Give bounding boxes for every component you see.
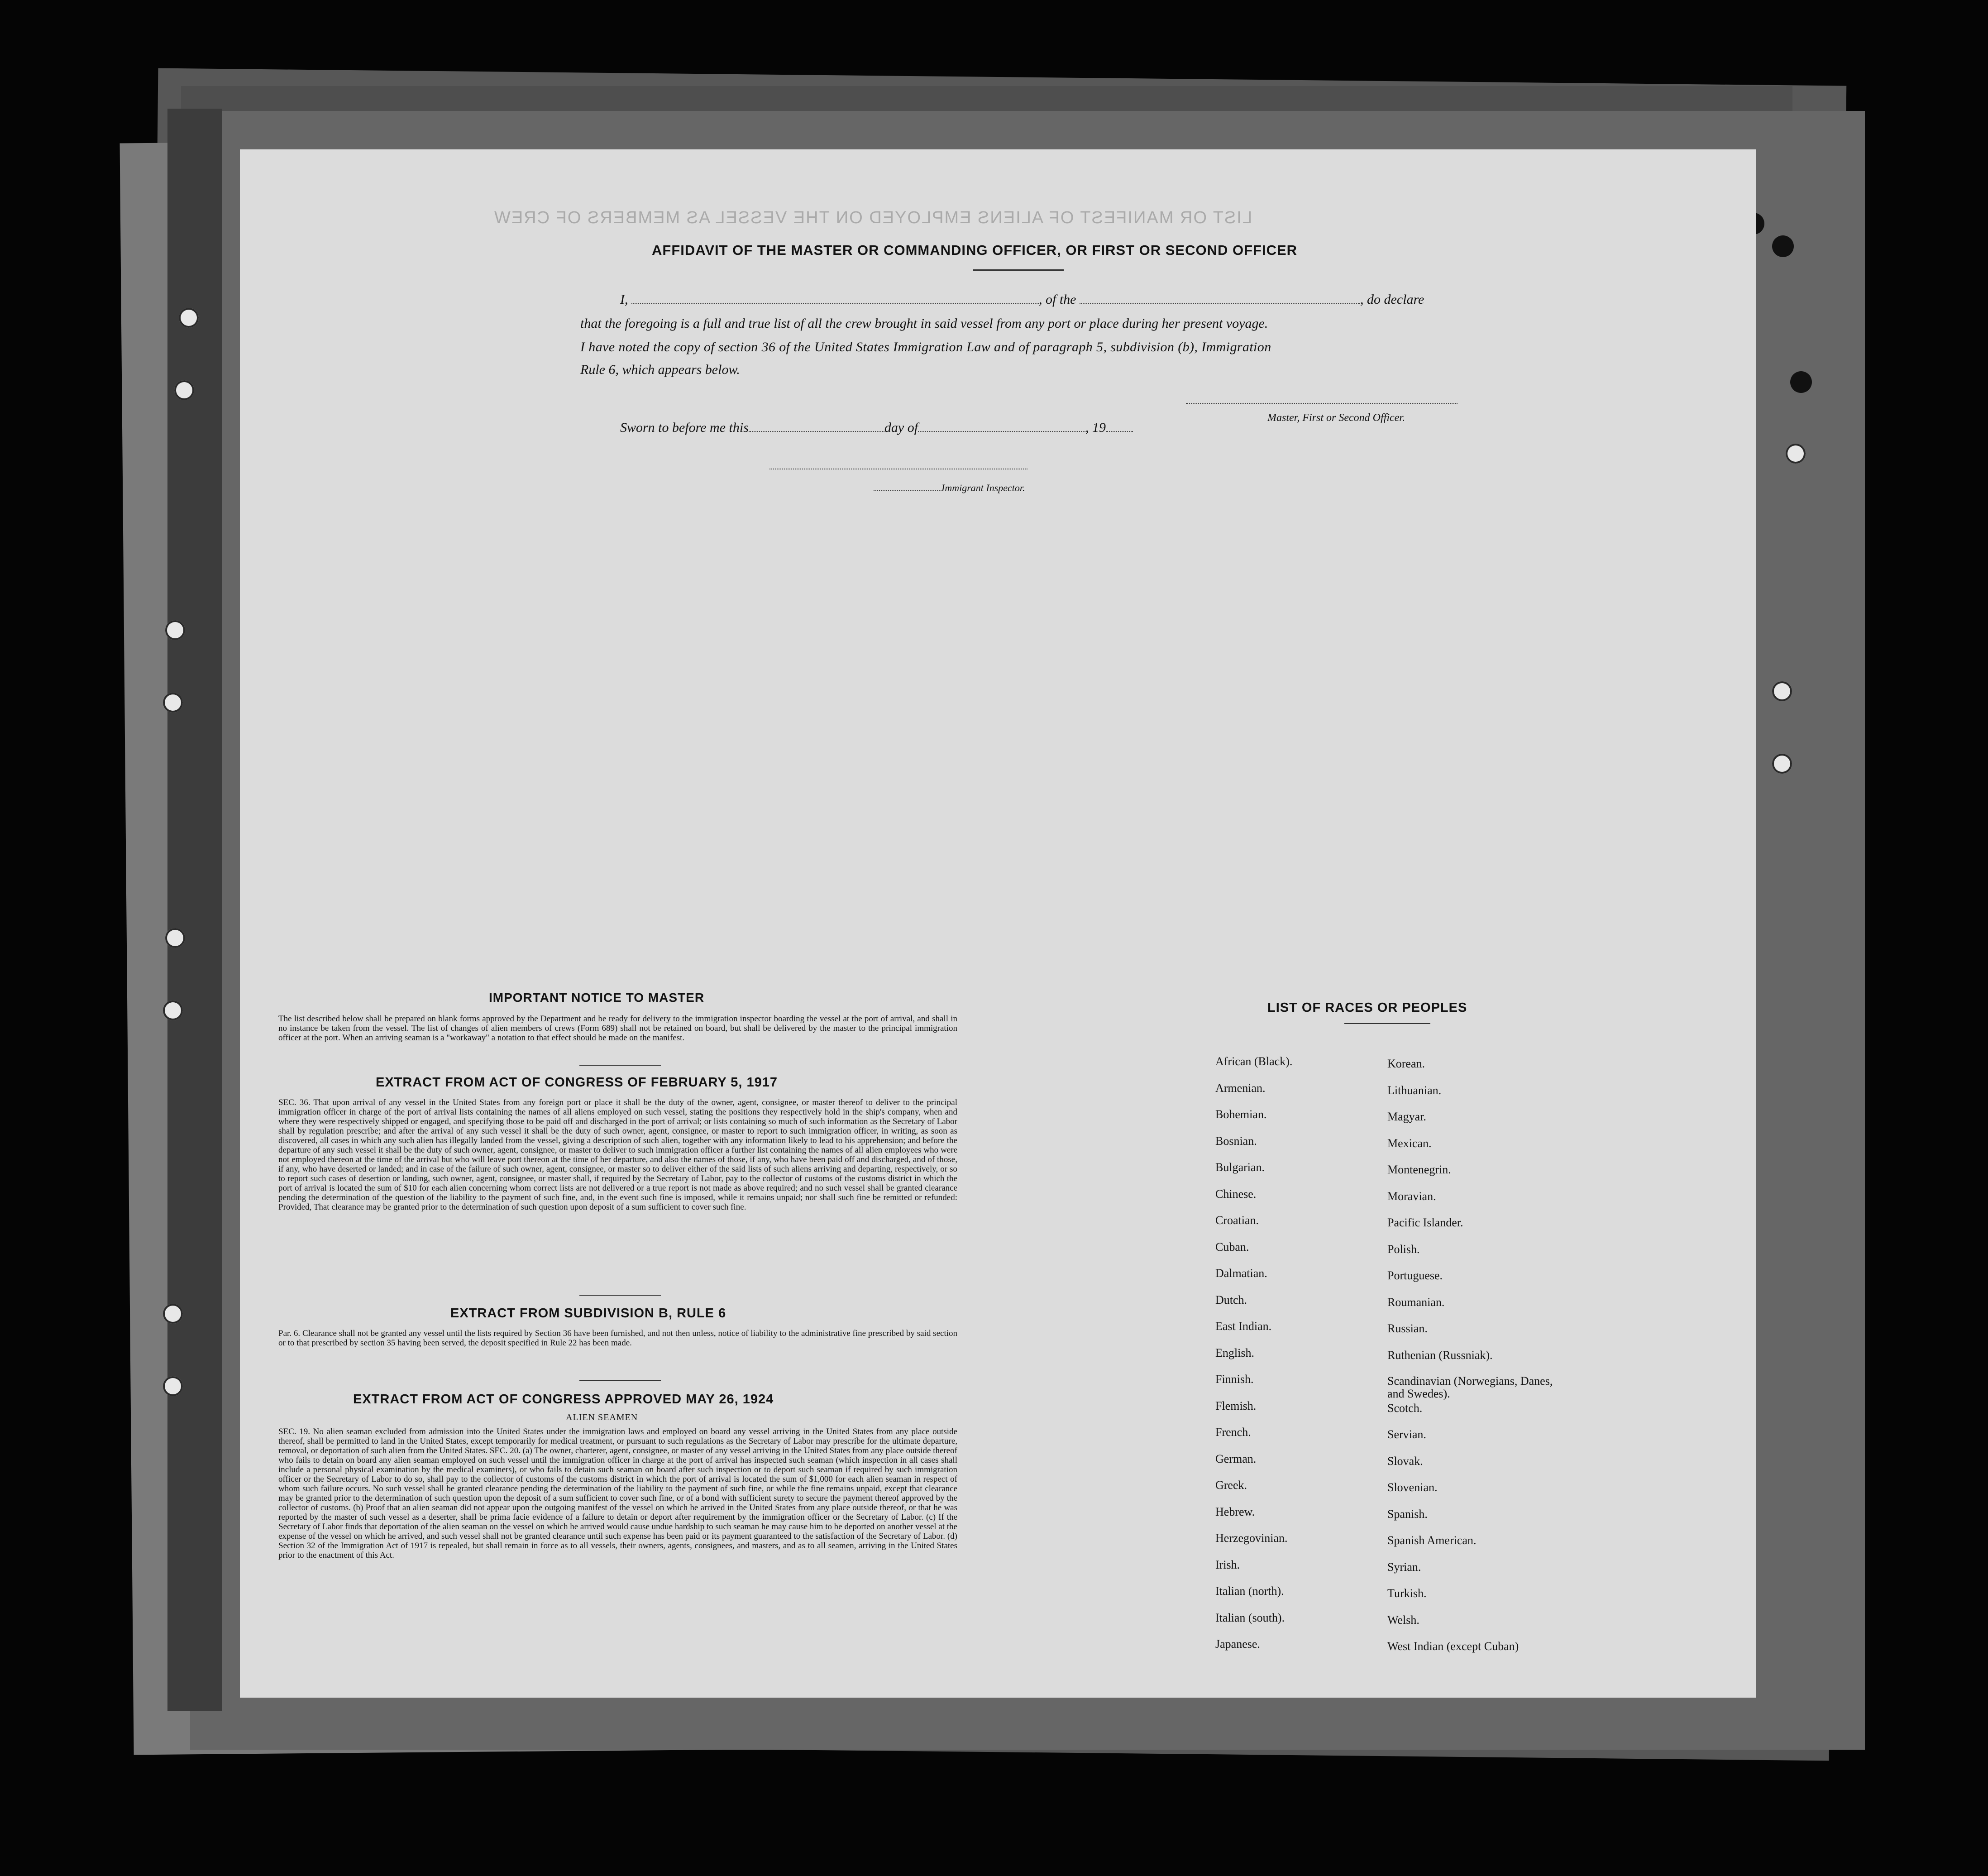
binder-hole	[163, 693, 183, 713]
race-item: Magyar.	[1387, 1110, 1426, 1123]
race-item: Bohemian.	[1215, 1108, 1267, 1121]
form-sheet	[240, 149, 1756, 1698]
binder-hole	[1786, 444, 1806, 464]
extract1924-subtitle: ALIEN SEAMEN	[566, 1412, 638, 1422]
race-item: German.	[1215, 1452, 1257, 1465]
affidavit-line3: I have noted the copy of section 36 of the United States Immigration Law and of paragraph 5, subdivision (b), Immigration	[580, 340, 1271, 354]
sworn-line	[620, 420, 1133, 436]
race-item: Korean.	[1387, 1057, 1425, 1070]
race-item: Hebrew.	[1215, 1505, 1255, 1518]
race-item: English.	[1215, 1346, 1254, 1359]
race-item: Russian.	[1387, 1322, 1428, 1335]
race-item: Welsh.	[1387, 1613, 1419, 1627]
race-item: Spanish American.	[1387, 1534, 1477, 1547]
race-item: Servian.	[1387, 1428, 1426, 1441]
binder-hole	[163, 1000, 183, 1020]
inspector-label-text: Immigrant Inspector.	[941, 482, 1025, 493]
race-item: Polish.	[1387, 1242, 1420, 1256]
binder-hole	[179, 308, 199, 328]
binder-hole	[1772, 235, 1794, 257]
race-item: Finnish.	[1215, 1373, 1254, 1386]
race-item: Lithuanian.	[1387, 1083, 1442, 1097]
extract1924-body: SEC. 19. No alien seaman excluded from admission into the United States under the immigration laws and employed on board any vessel arriving in the United States from any place outside thereof, shall be permitted to land in the United States, except temporarily for medical treatment, or pursuant to such regulations as the Secretary of Labor may prescribe for the ultimate departure, removal, or deportation of such alien from the United States. SEC. 20. (a) The owner, charterer, agent, consignee, or master of any vessel arriving in the United States from any place outside thereof who fails to detain on board any alien seaman employed on such vessel until the immigration officer in charge at the port of arrival has inspected such seaman (which inspection in all cases shall include a personal physical examination by the medical examiners), or who fails to detain such seaman on board after such inspection or to deport such seaman if required by such immigration officer or the Secretary of Labor to do so, shall pay to the collector of customs of the customs district in which the port of arrival is located the sum of $1,000 for each alien seaman in respect of whom such failure occurs. No such vessel shall be granted clearance pending the determination of the liability to the payment of such fine, or while the fine remains unpaid, except that clearance may be granted prior to the determination of such question upon the deposit of a sum sufficient to cover such fine, or of a bond with sufficient surety to secure the payment thereof approved by the collector of customs. (b) Proof that an alien seaman did not appear upon the outgoing manifest of the vessel on which he arrived in the United States from any place outside thereof, or that he was reported by the master of such vessel as a deserter, shall be prima facie evidence of a failure to detain or deport after requirement by the immigration officer or the Secretary of Labor. (c) If the Secretary of Labor finds that deportation of the alien seaman on the vessel on which he arrived would cause undue hardship to such seaman he may cause him to be deported on another vessel at the expense of the vessel on which he arrived, and such vessel shall not be granted clearance until such expense has been paid or its payment guaranteed to the satisfaction of the Secretary of Labor. (d) Section 32 of the Immigration Act of 1917 is repealed, but shall remain in force as to all vessels, their owners, agents, consignees, and masters, and as to all seamen, arriving in the United States prior to the enactment of this Act.	[278, 1427, 957, 1560]
race-item: Ruthenian (Russniak).	[1387, 1348, 1493, 1362]
race-item: Chinese.	[1215, 1187, 1257, 1201]
race-item: Bosnian.	[1215, 1134, 1257, 1148]
races-rule	[1344, 1023, 1430, 1024]
race-item: Scandinavian (Norwegians, Danes, and Swedes).	[1387, 1374, 1553, 1400]
binder-hole	[1790, 371, 1812, 393]
race-item: Mexican.	[1387, 1136, 1432, 1150]
race-item: Spanish.	[1387, 1507, 1428, 1521]
extract1917-rule	[579, 1295, 661, 1296]
inspector-dots	[874, 490, 941, 491]
race-item: Bulgarian.	[1215, 1161, 1265, 1174]
race-item: Slovenian.	[1387, 1481, 1438, 1494]
race-item: French.	[1215, 1426, 1251, 1439]
race-item: Armenian.	[1215, 1081, 1266, 1095]
affidavit-line2: that the foregoing is a full and true list of all the crew brought in said vessel from any port or place during her present voyage.	[580, 316, 1268, 331]
binder-hole	[1772, 754, 1792, 774]
race-item: Flemish.	[1215, 1399, 1257, 1412]
races-title: LIST OF RACES OR PEOPLES	[1267, 1000, 1467, 1015]
signature-line[interactable]	[1186, 403, 1458, 404]
race-item: Croatian.	[1215, 1214, 1259, 1227]
race-item: East Indian.	[1215, 1320, 1272, 1333]
race-item: Irish.	[1215, 1558, 1240, 1571]
race-item: Moravian.	[1387, 1189, 1436, 1203]
name-blank[interactable]	[631, 303, 1039, 304]
races-list-right	[1387, 1057, 1568, 1666]
affidavit-title: AFFIDAVIT OF THE MASTER OR COMMANDING OFFICER, OR FIRST OR SECOND OFFICER	[652, 242, 1298, 258]
extract1917-title: EXTRACT FROM ACT OF CONGRESS OF FEBRUARY 5, 1917	[376, 1075, 778, 1090]
sworn-year-blank[interactable]	[1106, 431, 1133, 432]
sworn-month-blank[interactable]	[918, 431, 1085, 432]
subdivision-title: EXTRACT FROM SUBDIVISION B, RULE 6	[450, 1306, 726, 1321]
affidavit-line4: Rule 6, which appears below.	[580, 362, 740, 377]
notice-title: IMPORTANT NOTICE TO MASTER	[489, 991, 705, 1005]
race-item: Italian (north).	[1215, 1584, 1284, 1598]
affidavit-of-the: , of the	[1039, 292, 1076, 307]
subdivision-rule	[579, 1380, 661, 1381]
race-item: Japanese.	[1215, 1637, 1260, 1651]
binder-edge	[167, 109, 222, 1711]
binder-hole	[165, 620, 185, 640]
race-item: Dutch.	[1215, 1293, 1247, 1306]
vessel-blank[interactable]	[1080, 303, 1360, 304]
race-item: Scotch.	[1387, 1401, 1423, 1415]
notice-rule	[579, 1065, 661, 1066]
notice-body: The list described below shall be prepared on blank forms approved by the Department and be ready for delivery to the immigration inspector boarding the vessel at the port of arrival, and shall in no instance be taken from the vessel. The list of changes of alien members of crews (Form 689) shall not be retained on board, but shall be delivered by the master to the principal immigration officer at the port. When an arriving seaman is a "workaway" a notation to that effect should be made on the manifest.	[278, 1014, 957, 1043]
binder-hole	[163, 1304, 183, 1324]
race-item: Turkish.	[1387, 1587, 1427, 1600]
extract1924-title: EXTRACT FROM ACT OF CONGRESS APPROVED MAY 26, 1924	[353, 1392, 774, 1407]
affidavit-i: I,	[620, 292, 628, 307]
signature-label: Master, First or Second Officer.	[1267, 412, 1405, 424]
subdivision-body: Par. 6. Clearance shall not be granted any vessel until the lists required by Section 36 have been furnished, and not then unless, notice of liability to the administrative fine prescribed by said section or to that prescribed by section 35 having been served, the deposit specified in Rule 22 has been made.	[278, 1329, 957, 1348]
race-item: Montenegrin.	[1387, 1163, 1451, 1176]
affidavit-rule	[973, 269, 1064, 271]
race-item: Cuban.	[1215, 1240, 1249, 1254]
sworn-year: , 19	[1085, 420, 1106, 435]
race-item: Pacific Islander.	[1387, 1216, 1463, 1229]
races-list-left	[1215, 1055, 1292, 1664]
race-item: Syrian.	[1387, 1560, 1421, 1574]
sworn-day-of: day of	[884, 420, 918, 435]
affidavit-line1	[620, 292, 1424, 307]
race-item: Dalmatian.	[1215, 1267, 1267, 1280]
bleed-through-title: LIST OR MANIFEST OF ALIENS EMPLOYED ON THE VESSEL AS MEMBERS OF CREW	[493, 208, 1252, 227]
binder-hole	[174, 380, 194, 400]
race-item: Greek.	[1215, 1479, 1247, 1492]
inspector-label	[874, 482, 1025, 494]
race-item: African (Black).	[1215, 1055, 1293, 1068]
sworn-prefix: Sworn to before me this	[620, 420, 749, 435]
race-item: Italian (south).	[1215, 1611, 1285, 1624]
race-item: Portuguese.	[1387, 1269, 1443, 1282]
binder-hole	[1772, 681, 1792, 701]
race-item: Roumanian.	[1387, 1295, 1445, 1309]
sworn-day-blank[interactable]	[749, 431, 884, 432]
affidavit-do-declare: , do declare	[1360, 292, 1424, 307]
binder-hole	[165, 928, 185, 948]
extract1917-body: SEC. 36. That upon arrival of any vessel in the United States from any foreign port or place it shall be the duty of the owner, agent, consignee, or master thereof to deliver to the principal immigration officer in charge of the port of arrival lists containing the names of all aliens employed on such vessel, stating the positions they respectively hold in the ship's company, when and where they were respectively shipped or engaged, and specifying those to be paid off and discharged in the port of arrival; or lists containing so much of such information as the Secretary of Labor shall by regulation prescribe; and after the arrival of any such vessel it shall be the duty of such owner, agent, consignee, or master to report to such immigration officer, in writing, as soon as discovered, all cases in which any such alien has illegally landed from the vessel, giving a description of such alien, together with any information likely to lead to his apprehension; and before the departure of any such vessel it shall be the duty of such owner, agent, consignee, or master to deliver to such immigration officer a further list containing the names of all alien employees who were not employed thereon at the time of the arrival but who will leave port thereon at the time of her departure, and also the names of those, if any, who have been paid off and discharged, and of those, if any, who have deserted or landed; and in case of the failure of such owner, agent, consignee, or master so to deliver either of the said lists of such aliens arriving and departing, respectively, or so to report such cases of desertion or landing, such owner, agent, consignee, or master shall, if required by the Secretary of Labor, pay to the collector of customs of the customs district in which the port of arrival is located the sum of $10 for each alien concerning whom correct lists are not delivered or a true report is not made as above required; and no such vessel shall be granted clearance pending the determination of the question of the liability to the payment of such fine, and, in the event such fine is imposed, while it remains unpaid; nor shall such fine be remitted or refunded: Provided, That clearance may be granted prior to the determination of such question upon deposit of a sum sufficient to cover such fine.	[278, 1098, 957, 1212]
race-item: Slovak.	[1387, 1454, 1423, 1468]
race-item: West Indian (except Cuban)	[1387, 1640, 1519, 1653]
race-item: Herzegovinian.	[1215, 1531, 1288, 1545]
binder-hole	[163, 1376, 183, 1396]
